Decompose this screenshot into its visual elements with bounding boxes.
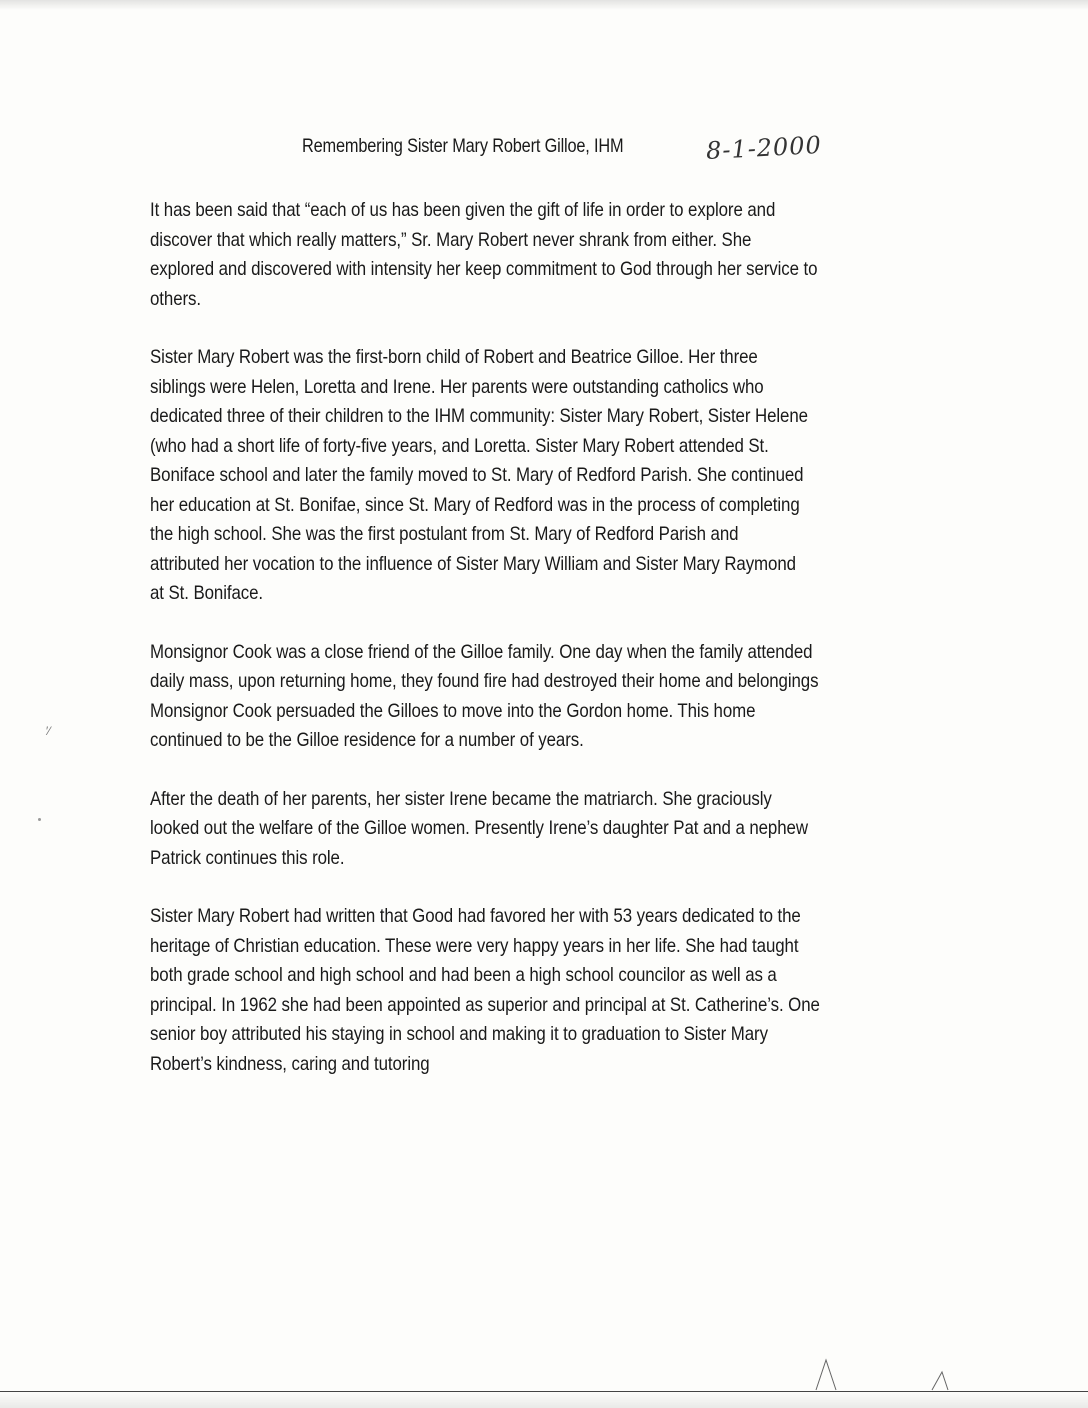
text-line: Patrick continues this role. xyxy=(150,846,345,869)
text-line: looked out the welfare of the Gilloe women. Presently Irene’s daughter Pat and a nephew xyxy=(150,817,808,839)
paragraph xyxy=(150,343,920,609)
edge-scribble-mark xyxy=(812,1340,972,1394)
paragraph xyxy=(150,785,920,874)
paragraph xyxy=(150,638,920,756)
margin-dot xyxy=(38,818,41,821)
text-line: continued to be the Gilloe residence for a number of years. xyxy=(150,729,584,751)
text-line: dedicated three of their children to the IHM community: Sister Mary Robert, Sister Helene xyxy=(150,405,808,427)
text-line: heritage of Christian education. These were very happy years in her life. She had taught xyxy=(150,934,799,957)
text-line: daily mass, upon returning home, they found fire had destroyed their home and belongings xyxy=(150,670,819,692)
text-line: Boniface school and later the family moved to St. Mary of Redford Parish. She continued xyxy=(150,464,804,486)
text-line: discover that which really matters,” Sr. Mary Robert never shrank from either. She xyxy=(150,228,752,251)
paragraph xyxy=(150,196,920,314)
title-row xyxy=(302,130,862,170)
text-line: Robert’s kindness, caring and tutoring xyxy=(150,1052,430,1075)
text-line: Monsignor Cook was a close friend of the Gilloe family. One day when the family attended xyxy=(150,640,813,663)
text-line: Sister Mary Robert was the first-born child of Robert and Beatrice Gilloe. Her three xyxy=(150,346,758,368)
paragraph xyxy=(150,902,920,1079)
document-body xyxy=(150,196,950,1108)
text-line: explored and discovered with intensity her keep commitment to God through her service to xyxy=(150,258,818,280)
text-line: her education at St. Bonifae, since St. Mary of Redford was in the process of completing xyxy=(150,493,800,516)
stray-pen-mark: ′⁄ xyxy=(46,724,51,738)
text-line: both grade school and high school and had been a high school councilor as well as a xyxy=(150,964,777,986)
text-line: attributed her vocation to the influence of Sister Mary William and Sister Mary Raymond xyxy=(150,552,796,575)
text-line: principal. In 1962 she had been appointed as superior and principal at St. Catherine’s. One xyxy=(150,993,820,1016)
text-line: It has been said that “each of us has been given the gift of life in order to explore and xyxy=(150,199,776,221)
text-line: senior boy attributed his staying in school and making it to graduation to Sister Mary xyxy=(150,1023,768,1045)
text-line: (who had a short life of forty-five years, and Loretta. Sister Mary Robert attended St. xyxy=(150,434,769,457)
text-line: Sister Mary Robert had written that Good had favored her with 53 years dedicated to the xyxy=(150,905,801,927)
text-line: Monsignor Cook persuaded the Gilloes to move into the Gordon home. This home xyxy=(150,699,756,722)
scan-shadow-top xyxy=(0,0,1088,10)
scan-shadow-bottom xyxy=(0,1392,1088,1408)
handwritten-date: 8-1-2000 xyxy=(705,130,823,166)
text-line: others. xyxy=(150,287,201,310)
text-line: siblings were Helen, Loretta and Irene. Her parents were outstanding catholics who xyxy=(150,375,764,398)
text-line: at St. Boniface. xyxy=(150,582,264,604)
text-line: After the death of her parents, her sister Irene became the matriarch. She graciously xyxy=(150,787,772,810)
page-title: Remembering Sister Mary Robert Gilloe, IHM xyxy=(302,136,624,157)
text-line: the high school. She was the first postulant from St. Mary of Redford Parish and xyxy=(150,523,739,545)
